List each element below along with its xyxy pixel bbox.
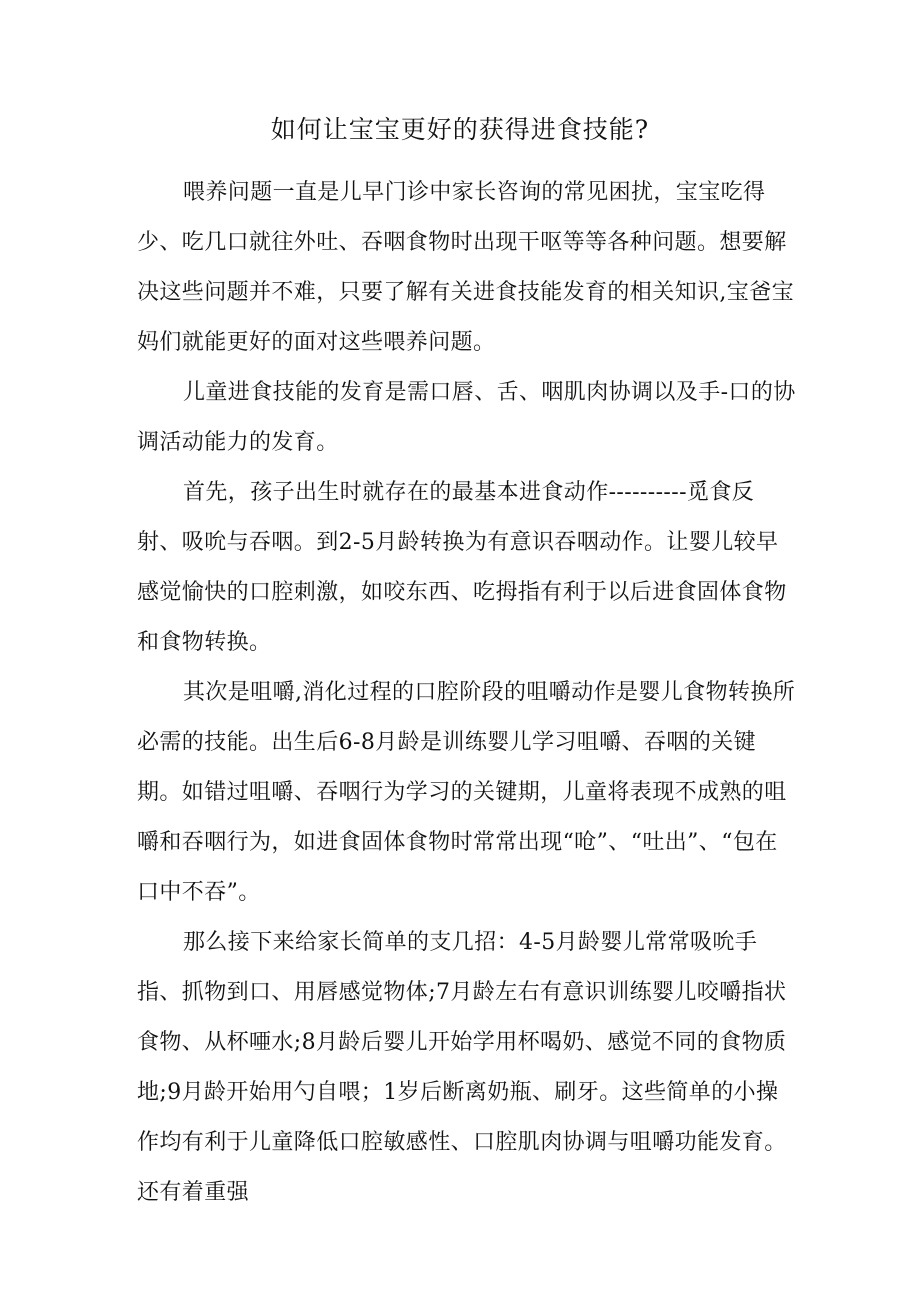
page-title: 如何让宝宝更好的获得进食技能? <box>270 115 650 144</box>
paragraph-intro: 喂养问题一直是儿早门诊中家长咨询的常见困扰，宝宝吃得少、吃几口就往外吐、吞咽食物时出现干呕等等各种问题。想要解决这些问题并不难，只要了解有关进食技能发育的相关知识,宝爸宝妈们就能更好的面对这些喂养问题。 <box>137 180 794 355</box>
paragraph-development: 儿童进食技能的发育是需口唇、舌、咽肌肉协调以及手-口的协调活动能力的发育。 <box>137 380 796 455</box>
paragraph-second: 其次是咀嚼,消化过程的口腔阶段的咀嚼动作是婴儿食物转换所必需的技能。出生后6-8月龄是训练婴儿学习咀嚼、吞咽的关键期。如错过咀嚼、吞咽行为学习的关键期，儿童将表现不成熟的咀嚼和吞咽行为，如进食固体食物时常常出现“呛”、“吐出”、“包在口中不吞”。 <box>137 680 796 905</box>
article-body <box>137 168 797 1218</box>
paragraph-tips: 那么接下来给家长简单的支几招：4-5月龄婴儿常常吸吮手指、抓物到口、用唇感觉物体;7月龄左右有意识训练婴儿咬嚼指状食物、从杯唖水;8月龄后婴儿开始学用杯喝奶、感觉不同的食物质地;9月龄开始用勺自喂；1岁后断离奶瓶、刷牙。这些简单的小操作均有利于儿童降低口腔敏感性、口腔肌肉协调与咀嚼功能发育。还有着重强 <box>137 930 787 1205</box>
paragraph-first: 首先，孩子出生时就存在的最基本进食动作----------觅食反射、吸吮与吞咽。到2-5月龄转换为有意识吞咽动作。让婴儿较早感觉愉快的口腔刺激，如咬东西、吃拇指有利于以后进食固体食物和食物转换。 <box>137 480 787 655</box>
